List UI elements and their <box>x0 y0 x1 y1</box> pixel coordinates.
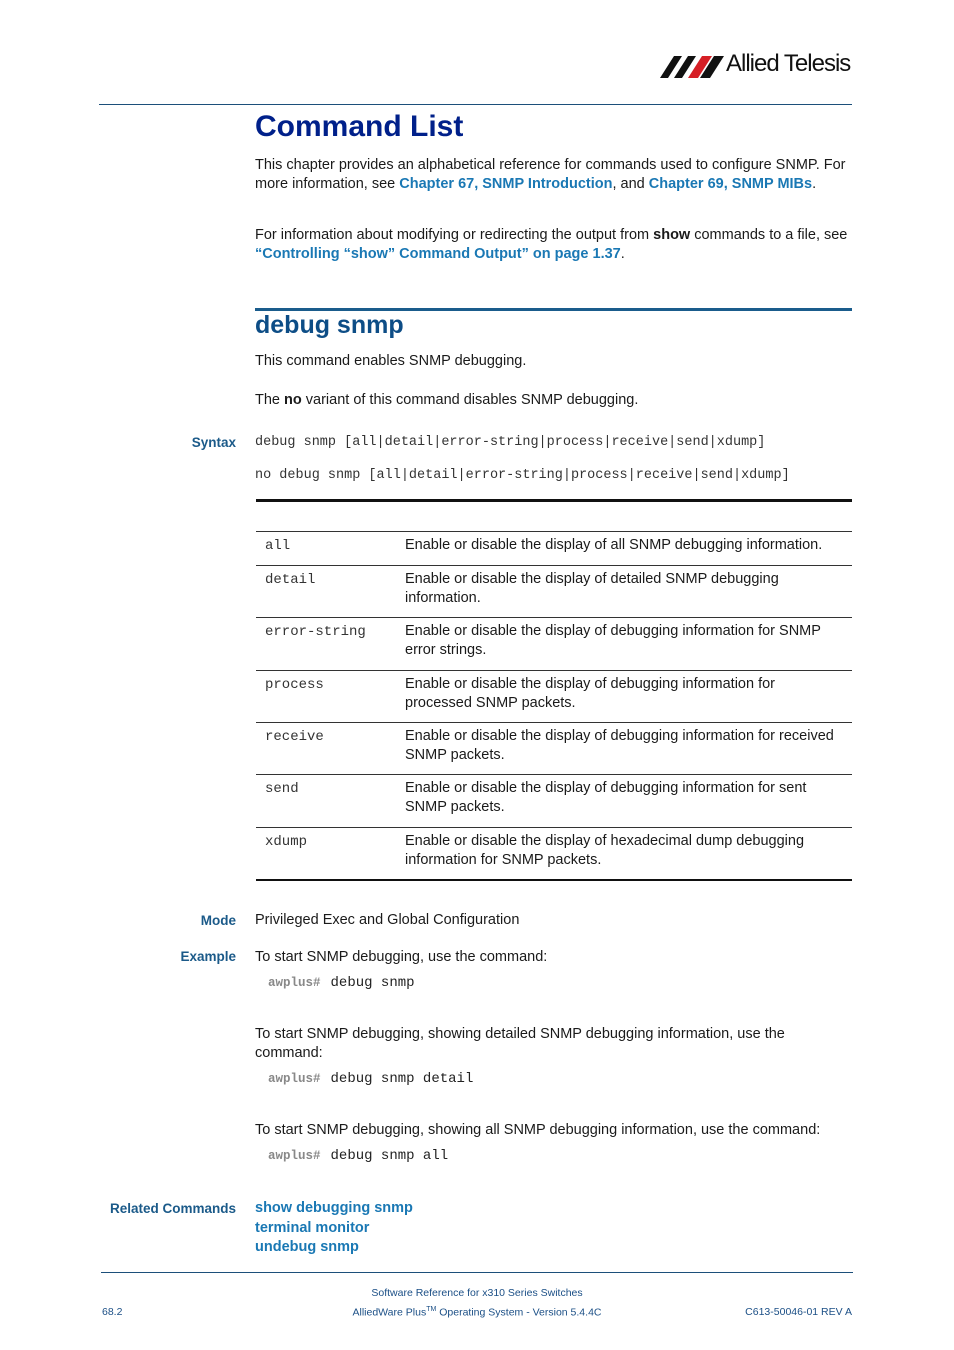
intro-text: commands to a file, see <box>690 227 848 243</box>
param-description: Enable or disable the display of debugging information for processed SNMP packets. <box>405 676 775 711</box>
allied-telesis-logo <box>660 50 854 80</box>
intro-bold-show: show <box>653 227 691 243</box>
section-title: debug snmp <box>255 311 404 339</box>
param-name: receive <box>265 729 324 745</box>
command-text: debug snmp detail <box>330 1071 474 1087</box>
param-description: Enable or disable the display of detailed SNMP debugging information. <box>405 571 779 606</box>
desc-text: variant of this command disables SNMP debugging. <box>301 392 639 408</box>
table-row <box>256 723 852 775</box>
table-row <box>256 828 852 879</box>
example-intro-2: To start SNMP debugging, showing detailed SNMP debugging information, use the command: <box>255 1026 785 1061</box>
cli-prompt: awplus# <box>268 1149 321 1163</box>
page-number: 68.2 <box>102 1306 123 1318</box>
param-name: detail <box>265 572 316 588</box>
os-name: AlliedWare Plus <box>352 1306 427 1319</box>
syntax-no-line: no debug snmp [all|detail|error-string|process|receive|send|xdump] <box>255 468 790 483</box>
parameter-table <box>256 499 852 881</box>
page-title: Command List <box>255 110 464 143</box>
param-name: error-string <box>265 624 366 640</box>
example-intro-1: To start SNMP debugging, use the command: <box>255 949 548 965</box>
command-text: debug snmp all <box>330 1148 449 1164</box>
param-name: xdump <box>265 834 308 850</box>
intro-text: For information about modifying or redirecting the output from <box>255 227 654 243</box>
desc-bold-no: no <box>284 392 302 408</box>
intro-text: . <box>620 246 625 262</box>
command-description: This command enables SNMP debugging. <box>255 353 527 369</box>
document-code: C613-50046-01 REV A <box>745 1306 852 1318</box>
param-name: send <box>265 781 299 797</box>
link-controlling-show-output[interactable]: “Controlling “show” Command Output” on page 1.37 <box>255 246 621 262</box>
param-description: Enable or disable the display of all SNMP debugging information. <box>405 537 823 553</box>
param-description: Enable or disable the display of debugging information for received SNMP packets. <box>405 728 834 763</box>
intro-text: , and <box>612 176 649 192</box>
example-command-3 <box>268 1148 448 1164</box>
example-command-2 <box>268 1071 473 1087</box>
logo-mark-icon <box>660 56 724 78</box>
desc-text: The <box>255 392 285 408</box>
table-row <box>256 671 852 723</box>
table-row <box>256 618 852 671</box>
logo-text: Allied Telesis <box>726 50 851 77</box>
example-intro-3: To start SNMP debugging, showing all SNMP debugging information, use the command: <box>255 1122 821 1138</box>
related-link-undebug-snmp[interactable]: undebug snmp <box>255 1239 359 1255</box>
intro-paragraph-2 <box>255 226 853 264</box>
footer-title: Software Reference for x310 Series Switches <box>371 1287 583 1299</box>
table-row <box>256 566 852 618</box>
param-name: process <box>265 677 324 693</box>
related-link-show-debugging-snmp[interactable]: show debugging snmp <box>255 1200 413 1216</box>
param-description: Enable or disable the display of hexadecimal dump debugging information for SNMP packets. <box>405 833 805 868</box>
os-version: Operating System - Version 5.4.4C <box>436 1306 602 1319</box>
trademark-mark: TM <box>426 1306 437 1313</box>
param-description: Enable or disable the display of debugging information for SNMP error strings. <box>405 623 821 658</box>
related-link-terminal-monitor[interactable]: terminal monitor <box>255 1220 370 1236</box>
mode-text: Privileged Exec and Global Configuration <box>255 912 520 928</box>
link-snmp-introduction[interactable]: Chapter 67, SNMP Introduction <box>399 176 613 192</box>
intro-paragraph-1 <box>255 156 853 194</box>
table-row <box>256 775 852 828</box>
related-commands-label: Related Commands <box>109 1201 236 1216</box>
syntax-line: debug snmp [all|detail|error-string|process|receive|send|xdump] <box>255 435 766 450</box>
cli-prompt: awplus# <box>268 1072 321 1086</box>
command-text: debug snmp <box>330 975 415 991</box>
header-divider <box>99 104 852 105</box>
intro-text: This chapter provides an alphabetical reference for commands used to configure SNMP. For more information, see <box>255 157 846 192</box>
footer-divider <box>101 1272 853 1273</box>
table-row <box>256 532 852 566</box>
table-header-spacer <box>256 502 852 532</box>
syntax-label: Syntax <box>191 435 236 450</box>
example-command-1 <box>268 975 415 991</box>
cli-prompt: awplus# <box>268 976 321 990</box>
link-snmp-mibs[interactable]: Chapter 69, SNMP MIBs <box>648 176 813 192</box>
mode-label: Mode <box>200 913 236 928</box>
param-description: Enable or disable the display of debugging information for sent SNMP packets. <box>405 780 807 815</box>
example-label: Example <box>180 949 236 964</box>
intro-text: . <box>812 176 817 192</box>
no-variant-description <box>255 391 853 410</box>
param-name: all <box>265 538 291 554</box>
